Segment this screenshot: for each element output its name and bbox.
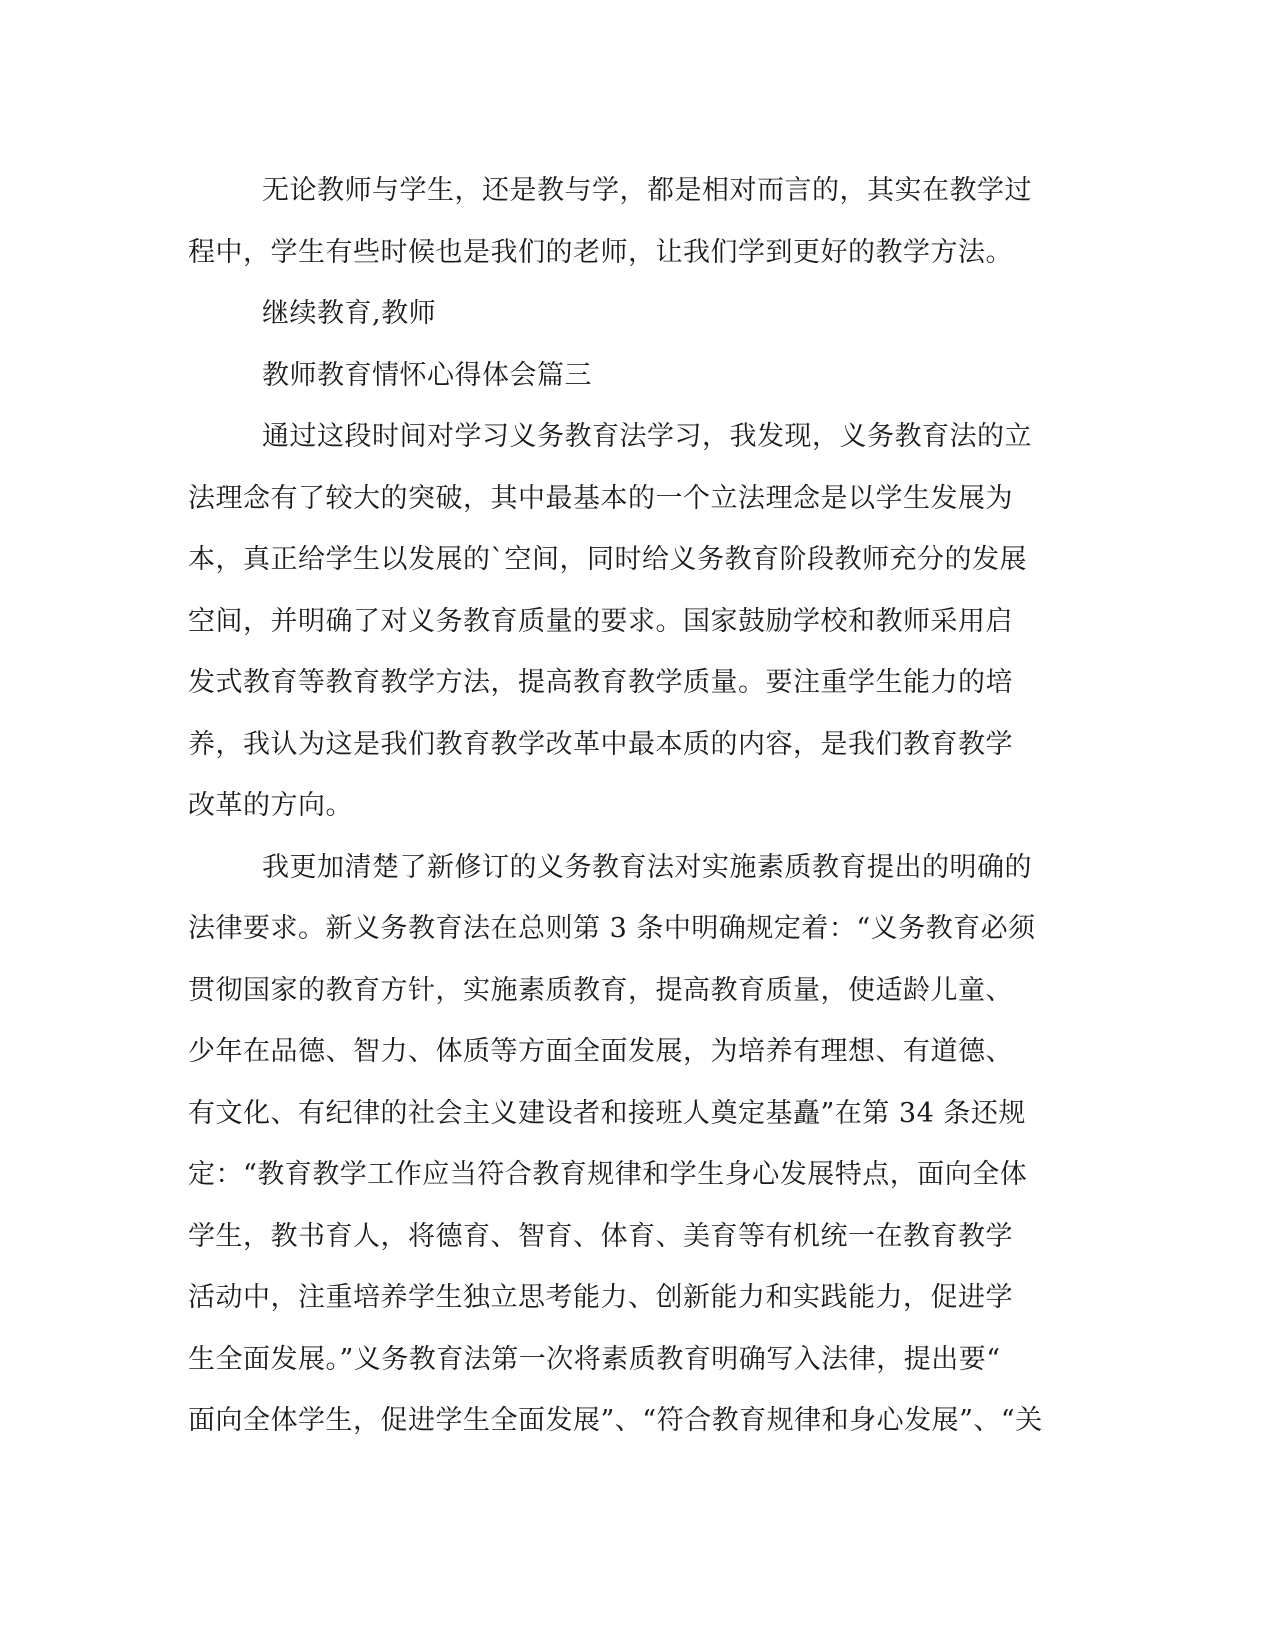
document-body <box>188 160 1068 1452</box>
text-line: 无论教师与学生，还是教与学，都是相对而言的，其实在教学过 <box>262 175 1032 206</box>
text-line: 学生，教书育人，将德育、智育、体育、美育等有机统一在教育教学 <box>188 1220 1013 1252</box>
text-line: 通过这段时间对学习义务教育法学习，我发现，义务教育法的立 <box>262 421 1032 452</box>
text-line: 教师教育情怀心得体会篇三 <box>262 359 592 391</box>
text-line: 养，我认为这是我们教育教学改革中最本质的内容，是我们教育教学 <box>188 728 1013 760</box>
text-line: 继续教育,教师 <box>262 298 437 329</box>
text-line: 本，真正给学生以发展的`空间，同时给义务教育阶段教师充分的发展 <box>188 544 1027 575</box>
text-line: 面向全体学生，促进学生全面发展”、“符合教育规律和身心发展”、“关 <box>188 1405 1043 1436</box>
text-line: 贯彻国家的教育方针，实施素质教育，提高教育质量，使适龄儿童、 <box>188 974 1013 1006</box>
text-line: 发式教育等教育教学方法，提高教育教学质量。要注重学生能力的培 <box>188 667 1013 698</box>
text-line: 空间，并明确了对义务教育质量的要求。国家鼓励学校和教师采用启 <box>188 605 1013 637</box>
text-line: 有文化、有纪律的社会主义建设者和接班人奠定基矗”在第 34 条还规 <box>188 1097 1026 1129</box>
text-line: 改革的方向。 <box>188 790 353 821</box>
text-line: 定：“教育教学工作应当符合教育规律和学生身心发展特点，面向全体 <box>188 1159 1028 1190</box>
text-line: 生全面发展。”义务教育法第一次将素质教育明确写入法律，提出要“ <box>188 1343 1001 1375</box>
text-line: 法理念有了较大的突破，其中最基本的一个立法理念是以学生发展为 <box>188 482 1013 514</box>
text-line: 活动中，注重培养学生独立思考能力、创新能力和实践能力，促进学 <box>188 1282 1013 1313</box>
text-line: 法律要求。新义务教育法在总则第 3 条中明确规定着：“义务教育必须 <box>188 913 1036 944</box>
text-line: 少年在品德、智力、体质等方面全面发展，为培养有理想、有道德、 <box>188 1036 1013 1067</box>
text-line: 程中，学生有些时候也是我们的老师，让我们学到更好的教学方法。 <box>188 236 1013 268</box>
text-line: 我更加清楚了新修订的义务教育法对实施素质教育提出的明确的 <box>262 851 1032 883</box>
